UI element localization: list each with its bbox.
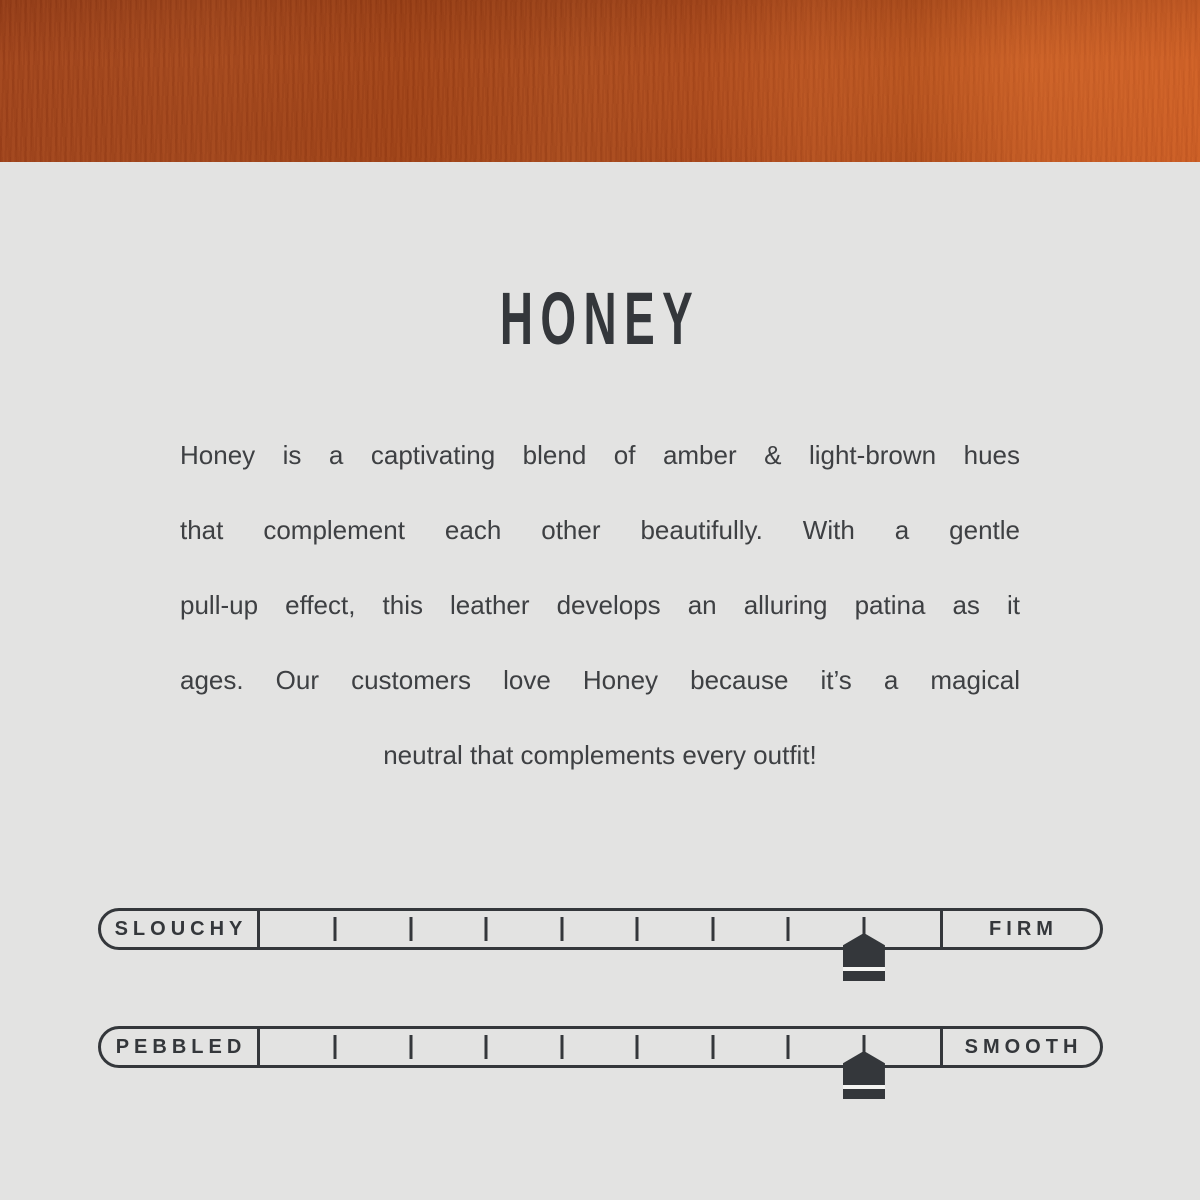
scale-tick bbox=[334, 1035, 337, 1059]
scale-tick bbox=[636, 1035, 639, 1059]
texture-scale-right-label: SMOOTH bbox=[940, 1029, 1100, 1065]
texture-scale-track bbox=[260, 1029, 940, 1065]
scale-tick bbox=[560, 917, 563, 941]
leather-swatch-banner bbox=[0, 0, 1200, 162]
content-area bbox=[0, 162, 1200, 1068]
marker-pointer-icon bbox=[843, 933, 885, 967]
description-line: neutral that complements every outfit! bbox=[383, 740, 817, 770]
texture-scale-marker bbox=[843, 1051, 885, 1099]
scale-tick bbox=[409, 1035, 412, 1059]
firmness-scale-marker bbox=[843, 933, 885, 981]
page-title: HONEY bbox=[499, 277, 701, 360]
marker-pointer-icon bbox=[843, 1051, 885, 1085]
marker-foot bbox=[843, 1089, 885, 1099]
scale-tick bbox=[711, 1035, 714, 1059]
scale-tick bbox=[409, 917, 412, 941]
firmness-scale-right-label: FIRM bbox=[940, 911, 1100, 947]
scale-tick bbox=[636, 917, 639, 941]
firmness-scale-left-label: SLOUCHY bbox=[101, 911, 260, 947]
scale-tick bbox=[485, 1035, 488, 1059]
firmness-scale bbox=[98, 908, 1103, 950]
scale-tick bbox=[787, 1035, 790, 1059]
scale-tick bbox=[711, 917, 714, 941]
description-line: ages. Our customers love Honey because it’s a magical bbox=[180, 665, 1020, 695]
description-paragraph bbox=[180, 418, 1020, 793]
texture-scale bbox=[98, 1026, 1103, 1068]
texture-scale-left-label: PEBBLED bbox=[101, 1029, 260, 1065]
scale-tick bbox=[334, 917, 337, 941]
scale-tick bbox=[787, 917, 790, 941]
description-line: Honey is a captivating blend of amber & light-brown hues bbox=[180, 440, 1020, 470]
scale-tick bbox=[560, 1035, 563, 1059]
description-line: that complement each other beautifully. With a gentle bbox=[180, 515, 1020, 545]
description-line: pull-up effect, this leather develops an alluring patina as it bbox=[180, 590, 1020, 620]
firmness-scale-track bbox=[260, 911, 940, 947]
marker-foot bbox=[843, 971, 885, 981]
scale-tick bbox=[485, 917, 488, 941]
